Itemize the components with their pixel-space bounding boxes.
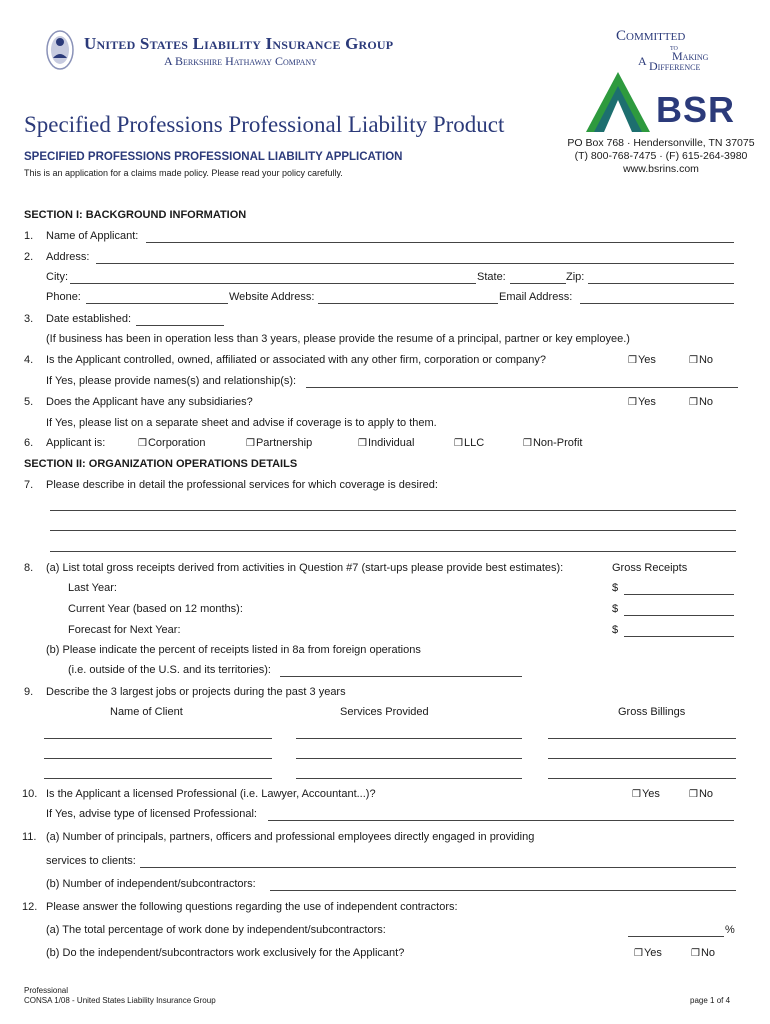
licensed-professional-type-field[interactable] [268,820,734,821]
phone-field[interactable] [86,303,228,304]
client-name-field-1[interactable] [44,738,272,739]
email-field[interactable] [580,303,734,304]
currency-symbol: $ [612,603,619,615]
city-field[interactable] [70,283,476,284]
slogan-word-3: Making [672,49,709,63]
applicant-name-field[interactable] [146,242,734,243]
q8-number: 8. [24,562,34,574]
services-field-3[interactable] [296,778,522,779]
agency-address [556,137,766,176]
percent-symbol: % [725,924,735,936]
q4-followup: If Yes, please provide names(s) and relationship(s): [46,375,297,387]
q3-note: (If business has been in operation less than 3 years, please provide the resume of a principal, partner or key employee.) [46,333,630,345]
q5-label: Does the Applicant have any subsidiaries? [46,396,253,408]
q1-number: 1. [24,230,34,242]
slogan-word-5: Difference [649,59,701,73]
page-title: Specified Professions Professional Liability Product [24,112,505,137]
address-field[interactable] [96,263,734,264]
services-field-1[interactable] [296,738,522,739]
subcontractors-count-field[interactable] [270,890,736,891]
section-1-heading: SECTION I: BACKGROUND INFORMATION [24,209,247,221]
q8a-label: (a) List total gross receipts derived from activities in Question #7 (start-ups please provide best estimates): [46,562,564,574]
forecast-label: Forecast for Next Year: [68,624,181,636]
q6-number: 6. [24,437,34,449]
q2-label: Address: [46,251,90,263]
llc-checkbox[interactable]: ❒ LLC [454,437,484,449]
currency-symbol: $ [612,582,619,594]
current-year-receipts-field[interactable] [624,615,734,616]
q5-followup: If Yes, please list on a separate sheet and advise if coverage is to apply to them. [46,417,437,429]
q7-description-line-3[interactable] [50,551,736,552]
date-established-field[interactable] [136,325,224,326]
q7-description-line-2[interactable] [50,530,736,531]
q4-relationships-field[interactable] [306,387,738,388]
company-seal-icon [44,28,76,72]
billings-field-2[interactable] [548,758,736,759]
q2-number: 2. [24,251,34,263]
slogan-word-2: to [670,42,678,52]
page-number: page 1 of 4 [690,996,731,1005]
footer-form-id: CONSA 1/08 - United States Liability Insurance Group [24,996,216,1005]
website-field[interactable] [318,303,498,304]
agency-website: www.bsrins.com [623,163,699,175]
phone-label: Phone: [46,291,81,303]
agency-address-line: PO Box 768 · Hendersonville, TN 37075 [567,137,755,149]
application-note: This is an application for a claims made policy. Please read your policy carefully. [24,168,343,178]
q11a-label: (a) Number of principals, partners, officers and professional employees directly engaged in providing [46,831,535,843]
last-year-receipts-field[interactable] [624,594,734,595]
company-subtitle: A Berkshire Hathaway Company [164,54,317,68]
q12b-label: (b) Do the independent/subcontractors work exclusively for the Applicant? [46,947,405,959]
forecast-receipts-field[interactable] [624,636,734,637]
q10-yes-checkbox[interactable]: ❒ Yes [632,788,660,800]
q3-label: Date established: [46,313,131,325]
q4-no-checkbox[interactable]: ❒ No [689,354,713,366]
partnership-checkbox[interactable]: ❒ Partnership [246,437,312,449]
q4-number: 4. [24,354,34,366]
q8b-label-2: (i.e. outside of the U.S. and its territories): [68,664,271,676]
q4-yes-checkbox[interactable]: ❒ Yes [628,354,656,366]
city-label: City: [46,271,68,283]
q5-number: 5. [24,396,34,408]
principals-count-field[interactable] [140,867,736,868]
q10-no-checkbox[interactable]: ❒ No [689,788,713,800]
q11b-label: (b) Number of independent/subcontractors: [46,878,256,890]
section-2-heading: SECTION II: ORGANIZATION OPERATIONS DETAILS [24,458,298,470]
application-subtitle: SPECIFIED PROFESSIONS PROFESSIONAL LIABILITY APPLICATION [24,151,403,163]
q11-number: 11. [22,831,37,843]
subcontractor-percentage-field[interactable] [628,936,724,937]
footer-form-type: Professional [24,986,69,995]
billings-field-3[interactable] [548,778,736,779]
client-name-field-3[interactable] [44,778,272,779]
bsr-logo-text: BSR [656,89,736,130]
slogan [612,28,732,76]
agency-phone: (T) 800-768-7475 · (F) 615-264-3980 [574,150,748,162]
q10-label: Is the Applicant a licensed Professional (i.e. Lawyer, Accountant...)? [46,788,376,800]
client-name-header: Name of Client [110,706,183,718]
currency-symbol: $ [612,624,619,636]
non-profit-checkbox[interactable]: ❒ Non-Profit [523,437,583,449]
q12b-yes-checkbox[interactable]: ❒ Yes [634,947,662,959]
state-field[interactable] [510,283,566,284]
services-provided-header: Services Provided [340,706,429,718]
zip-field[interactable] [588,283,734,284]
bsr-logo-icon [584,70,652,134]
slogan-word-1: Committed [616,28,686,44]
services-field-2[interactable] [296,758,522,759]
billings-field-1[interactable] [548,738,736,739]
gross-receipts-header: Gross Receipts [612,562,688,574]
q4-label: Is the Applicant controlled, owned, affiliated or associated with any other firm, corporation or company? [46,354,546,366]
q10-followup: If Yes, advise type of licensed Professional: [46,808,257,820]
state-label: State: [477,271,506,283]
foreign-receipts-field[interactable] [280,676,522,677]
zip-label: Zip: [566,271,585,283]
company-name: United States Liability Insurance Group [84,34,394,53]
current-year-label: Current Year (based on 12 months): [68,603,243,615]
q7-description-line-1[interactable] [50,510,736,511]
q11a-label-2: services to clients: [46,855,136,867]
email-label: Email Address: [499,291,573,303]
q10-number: 10. [22,788,38,800]
q3-number: 3. [24,313,34,325]
q12a-label: (a) The total percentage of work done by independent/subcontractors: [46,924,386,936]
q9-label: Describe the 3 largest jobs or projects during the past 3 years [46,686,346,698]
q7-label: Please describe in detail the professional services for which coverage is desired: [46,479,438,491]
q12-label: Please answer the following questions regarding the use of independent contractors: [46,901,458,913]
corporation-checkbox[interactable]: ❒ Corporation [138,437,205,449]
q5-yes-checkbox[interactable]: ❒ Yes [628,396,656,408]
q9-number: 9. [24,686,34,698]
q12-number: 12. [22,901,38,913]
q8b-label: (b) Please indicate the percent of receipts listed in 8a from foreign operations [46,644,421,656]
client-name-field-2[interactable] [44,758,272,759]
website-label: Website Address: [229,291,315,303]
q12b-no-checkbox[interactable]: ❒ No [691,947,715,959]
last-year-label: Last Year: [68,582,117,594]
q5-no-checkbox[interactable]: ❒ No [689,396,713,408]
q1-label: Name of Applicant: [46,230,139,242]
gross-billings-header: Gross Billings [618,706,686,718]
individual-checkbox[interactable]: ❒ Individual [358,437,414,449]
q6-label: Applicant is: [46,437,106,449]
q7-number: 7. [24,479,34,491]
slogan-word-4: A [638,54,647,68]
